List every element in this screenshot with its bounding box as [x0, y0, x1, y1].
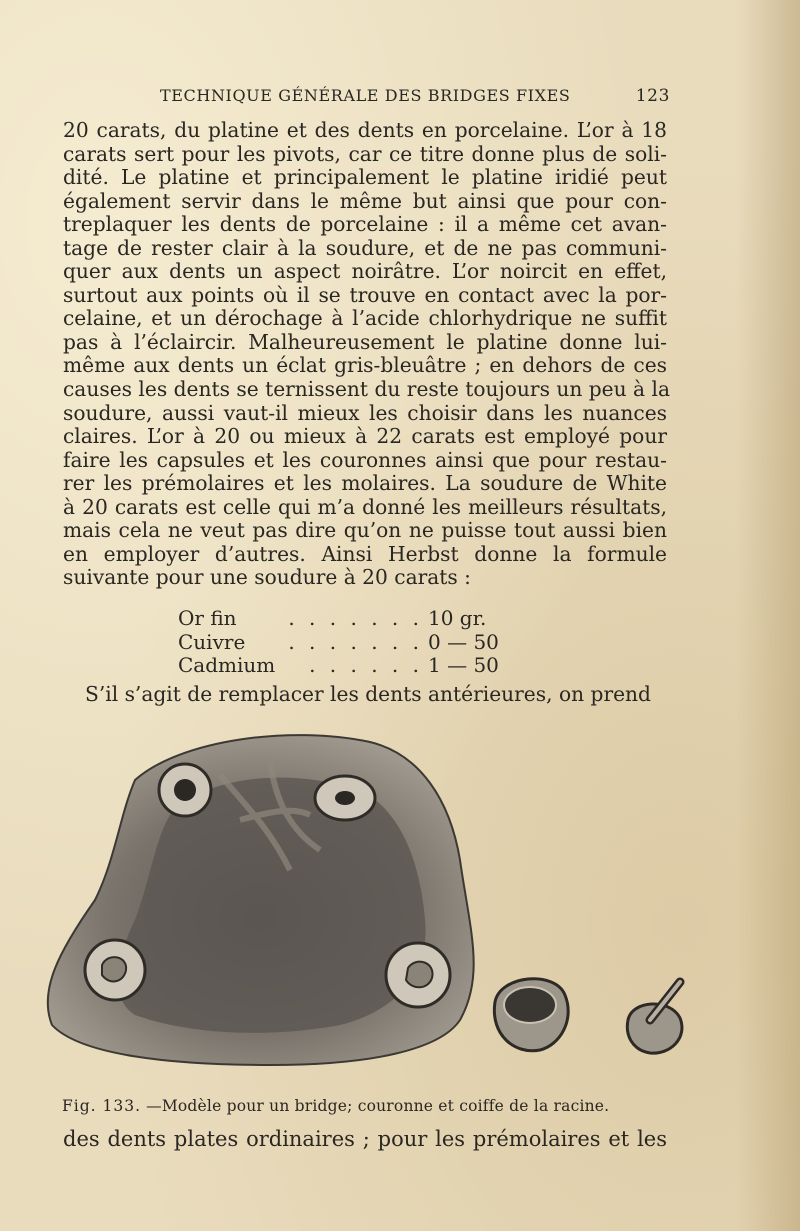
formula-ingredient: Or fin — [178, 606, 237, 630]
formula-quantity: 1 — 50 — [428, 653, 499, 677]
root-socket-icon — [85, 940, 145, 1000]
formula-quantity: 0 — 50 — [428, 629, 499, 654]
formula-row — [178, 607, 558, 631]
text-line: dité. Le platine et principalement le platine iridié peut — [63, 165, 667, 190]
formula-leader: . . . . . . — [309, 653, 423, 677]
paragraph-1 — [63, 118, 670, 604]
formula-leader: . . . . . . . — [288, 629, 423, 654]
formula-quantity: 10 gr. — [428, 606, 487, 630]
text-line: pas à l’éclaircir. Malheureusement le platine donne lui- — [63, 329, 667, 354]
text-line: suivante pour une soudure à 20 carats : — [63, 565, 471, 590]
paragraph-3: des dents plates ordinaires ; pour les prémolaires et les — [63, 1127, 667, 1151]
text-line: claires. L’or à 20 ou mieux à 22 carats est employé pour — [63, 424, 667, 449]
text-line: carats sert pour les pivots, car ce titre donne plus de soli- — [63, 141, 667, 166]
text-line: à 20 carats est celle qui m’a donné les meilleurs résultats, — [63, 494, 667, 519]
figure-caption — [62, 1097, 672, 1115]
text-line: faire les capsules et les couronnes ainsi que pour restau- — [63, 447, 667, 472]
formula-row — [178, 631, 558, 655]
text-line: treplaquer les dents de porcelaine : il a même cet avan- — [63, 212, 667, 237]
running-head — [160, 86, 670, 110]
text-line: rer les prémolaires et les molaires. La soudure de White — [63, 471, 667, 496]
root-socket-icon — [315, 776, 375, 820]
dental-bridge-model-illustration — [40, 720, 700, 1090]
root-cap-icon — [627, 982, 682, 1053]
formula-leader: . . . . . . . — [288, 606, 423, 630]
text-line: également servir dans le même but ainsi que pour con- — [63, 188, 667, 213]
caption-text: —Modèle pour un bridge; couronne et coiffe de la racine. — [141, 1097, 610, 1115]
text-line: même aux dents un éclat gris-bleuâtre ; en dehors de ces — [63, 353, 667, 378]
formula-ingredient: Cuivre — [178, 629, 246, 654]
text-line: 20 carats, du platine et des dents en porcelaine. L’or à 18 — [63, 118, 667, 142]
paragraph-2: S’il s’agit de remplacer les dents antérieures, on prend — [85, 682, 651, 706]
figure-label: Fig. 133. — [62, 1097, 141, 1115]
text-line: celaine, et un dérochage à l’acide chlorhydrique ne suffit — [63, 306, 667, 331]
text-line: quer aux dents un aspect noirâtre. L’or noircit en effet, — [63, 259, 667, 284]
text-line: mais cela ne veut pas dire qu’on ne puisse tout aussi bien — [63, 518, 667, 543]
page-number: 123 — [635, 86, 670, 106]
running-title: TECHNIQUE GÉNÉRALE DES BRIDGES FIXES — [160, 86, 571, 105]
plaster-model — [48, 735, 474, 1065]
text-line: tage de rester clair à la soudure, et de ne pas communi- — [63, 235, 667, 260]
crown-icon — [494, 979, 568, 1051]
text-line: en employer d’autres. Ainsi Herbst donne la formule — [63, 541, 667, 566]
formula-row — [178, 654, 558, 678]
text-line: causes les dents se ternissent du reste toujours un peu à la — [63, 377, 670, 402]
text-line: soudure, aussi vaut-il mieux les choisir dans les nuances — [63, 400, 667, 425]
figure-133 — [40, 720, 700, 1090]
root-socket-icon — [159, 764, 211, 816]
formula-ingredient: Cadmium — [178, 653, 276, 677]
text-line: surtout aux points où il se trouve en contact avec la por- — [63, 282, 667, 307]
solder-formula — [178, 607, 558, 678]
root-socket-icon — [386, 943, 450, 1007]
